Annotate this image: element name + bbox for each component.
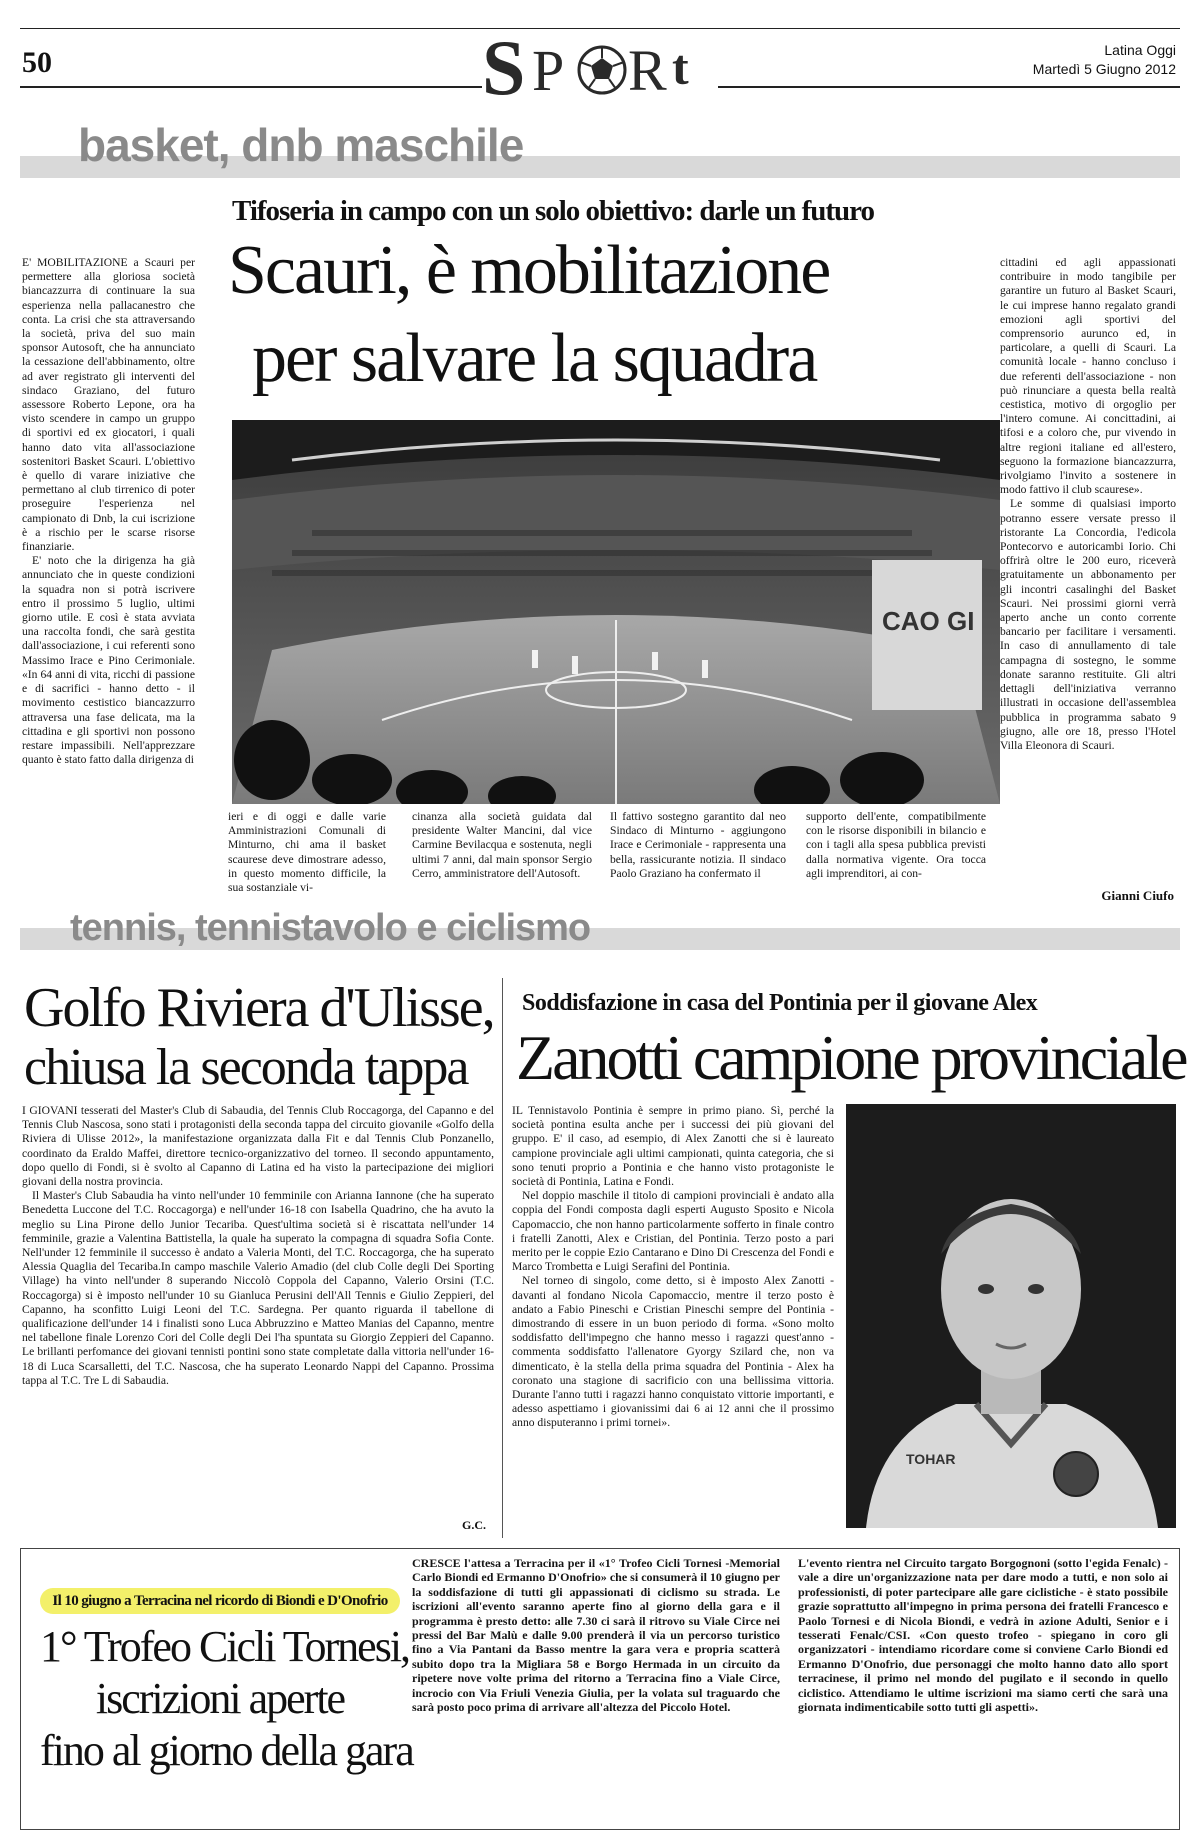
- basket-col-3: cinanza alla società guidata dal presidente Walter Mancini, dal vice Carmine Bevilacqua e sostenuta, negli ultimi 7 anni, dal main sponsor Sergio Cerro, amministratore dell'Autosoft.: [412, 810, 592, 880]
- alex-zanotti-photo: [846, 1104, 1176, 1528]
- sport-logo: [482, 28, 718, 104]
- golfo-paragraph: I GIOVANI tesserati del Master's Club di Sabaudia, del Tennis Club Roccagorga, del Capanno e del Tennis Club Nascosa, sono stati i protagonisti della seconda tappa del circuito giovanile «Golfo della Riviera di Ulisse 2012», la manifestazione organizzata dalla Fit e dal Tennis Club Ponzanello, coordinato da Eraldo Maffei, direttore tecnico-organizzativo del torneo. Il secondo appuntamento, dopo quello di Fondi, si è svolto al Capanno di Latina ed ha visto la partecipazione dei migliori giovani della nostra provincia.: [22, 1104, 494, 1189]
- zanotti-headline: Zanotti campione provinciale: [516, 1022, 1186, 1093]
- issue-date: Martedì 5 Giugno 2012: [1032, 61, 1176, 77]
- zanotti-paragraph: IL Tennistavolo Pontinia è sempre in primo piano. Sì, perché la società pontina esulta anche per i successi dei più giovani del gruppo. E' il caso, ad esempio, di Alex Zanotti che si è laureato campione provinciale agli ultimi campionati, quinta categoria, che si sono tenuti proprio a Pontinia e che hanno visto protagoniste le società di Pontinia, Latina e Fondi.: [512, 1104, 834, 1189]
- page-number: 50: [22, 46, 52, 79]
- soccer-ball-icon: [579, 47, 625, 93]
- ciclismo-headline-2: iscrizioni aperte: [95, 1674, 345, 1723]
- player-portrait-illustration: [846, 1104, 1176, 1528]
- tennis-section-title: tennis, tennistavolo e ciclismo: [70, 907, 591, 949]
- masthead-right-line: [718, 86, 1180, 88]
- basket-kicker: Tifoseria in campo con un solo obiettivo: darle un futuro: [232, 195, 875, 227]
- svg-text:S: S: [482, 28, 526, 104]
- basket-headline-2: per salvare la squadra: [252, 320, 817, 397]
- basket-headline-1: Scauri, è mobilitazione: [228, 232, 830, 309]
- ciclismo-kicker: Il 10 giugno a Terracina nel ricordo di Biondi e D'Onofrio: [40, 1588, 400, 1614]
- svg-text:t: t: [672, 39, 689, 95]
- svg-text:P: P: [532, 38, 565, 103]
- ciclismo-headline-1: 1° Trofeo Cicli Tornesi,: [40, 1622, 410, 1671]
- ciclismo-col-2: L'evento rientra nel Circuito targato Borgognoni (sotto l'egida Fenalc) - vale a dire un'organizzazione nata per dare modo a tutti, e non solo ai professionisti, di poter partecipare alle gare ciclistiche - è stato possibile grazie soprattutto all'impegno in prima persona dei fratelli Francesco e Paolo Tornesi e di Nicola Biondi, e vedrà in azione Adulti, Senior e i tesserati Fenalc/CSI. «Con questo trofeo - spiegano in coro gli organizzatori - intendiamo ricordare come si conviene Carlo Biondi ed Ermanno D'Onofrio, due personaggi che molto hanno dato allo sport terracinese, il primo nel mondo del pugilato e il secondo in quello ciclistico. Attendiamo le ultime iscrizioni ma siamo certi che sarà una giornata indimenticabile sotto tutti gli aspetti».: [798, 1556, 1168, 1715]
- basket-byline: Gianni Ciufo: [1101, 888, 1174, 903]
- basket-col-2: ieri e di oggi e dalle varie Amministrazioni Comunali di Minturno, chi ama il basket scaurese deve dimostrare adesso, in questo momento difficile, la sua sostanziale vi-: [228, 810, 386, 894]
- masthead-left-line: [20, 86, 482, 88]
- tennis-divider: [502, 978, 503, 1538]
- golfo-headline-1: Golfo Riviera d'Ulisse,: [24, 977, 494, 1039]
- golfo-paragraph: Il Master's Club Sabaudia ha vinto nell'under 10 femminile con Arianna Iannone (che ha superato Benedetta Luccone del T.C. Roccagorga) e nell'under 16-18 con Isabella Quadrino, che ha avuto la meglio su Lina Pirone dello Junior Tecariba. Quest'ultima società si è riscattata nell'under 14 femminile, grazie a Valentina Battistella, la quale ha superato la compagna di squadra Sofia Conte. Nell'under 12 femminile il successo è andato a Valeria Monti, del T.C. Roccagorga, che ha superato Alessia Quaglia del Tecariba.In campo maschile Valerio Amadio (del club Colle degli Dei Sporting Village) ha vinto nell'under 8 superando Niccolò Coppola del Capanno, Valerio Orsini (T.C. Roccagorga) si è imposto nell'under 10 su Gianluca Perusini dell'All Tennis e Giulio Zeppieri, del Capanno, ha sconfitto Luigi Leoni del T.C. Sardegna. Per quanto riguarda il tabellone di qualificazione dell'under 14 i finalisti sono Luca Abbruzzino e Matteo Manias del Capanno, mentre nel tabellone finale Lorenzo Cori del Colle degli Dei l'ha spuntata su Giorgio Zeppieri del Capanno. Le brillanti perfomance dei giovani tennisti pontini sono state completate dalla vittoria nell'under 16-18 di Luca Scarsalletti, del T.C. Nascosa, che ha superato Leonardo Nappi del Capanno. Prossima tappa al T.C. Tre L di Sabaudia.: [22, 1189, 494, 1387]
- zanotti-body: [512, 1104, 834, 1530]
- basket-col-1-para: E' MOBILITAZIONE a Scauri per permettere alla gloriosa società biancazzurra di continuare la sua esperienza nella pallacanestro che conta. La crisi che sta attraversando la società, priva del suo main sponsor Autosoft, che ha annunciato la cessazione dell'abbinamento, oltre ad aver registrato gli interventi del sindaco Graziano, del futuro assessore Roberto Lepone, ora ha visto scendere in campo un gruppo di sportivi ed ex giocatori, i quali hanno dato vita all'associazione sostenitori Basket Scauri. L'obiettivo è quello di varare iniziative che permettano al club tirrenico di poter proseguire l'esperienza nel campionato di Dnb, la cui iscrizione è a rischio per le scarse risorse finanziarie.: [22, 256, 195, 554]
- svg-text:TOHAR: TOHAR: [906, 1451, 956, 1467]
- basket-section-title: basket, dnb maschile: [78, 119, 524, 171]
- golfo-body: [22, 1104, 494, 1516]
- arena-illustration: [232, 420, 1000, 804]
- basket-col-1-para: E' noto che la dirigenza ha già annunciato che in queste condizioni la squadra non si potrà iscrivere entro il prossimo 5 luglio, ultimi giorno utile. E così è stata avviata una raccolta fondi, che sarà gestita dall'associazione, i cui referenti sono Massimo Irace e Pino Cerimoniale. «In 64 anni di vita, ricchi di passione e di sacrifici - hanno detto - il movimento cestistico biancazzurro attraversa una fase delicata, ma la cittadina e gli sportivi non possono restare impassibili. Nell'apprezzare quanto è stato fatto dalla dirigenza di: [22, 554, 195, 767]
- basketball-arena-photo: [232, 420, 1000, 804]
- basket-col-6-para: cittadini ed agli appassionati contribuire in modo tangibile per garantire un futuro al Basket Scauri, le cui imprese hanno regalato grandi emozioni agli sportivi del comprensorio aurunco ed, in particolare, a quelli di Scauri. La comunità locale - hanno concluso i due referenti dell'associazione - non può rinunciare a questa bella realtà cestistica, motivo di orgoglio per l'intero comune. Ai concittadini, ai tifosi e a coloro che, pur vivendo in altre regioni italiane ed all'estero, seguono la formazione biancazzurra, rivolgiamo l'invito a sostenere in modo fattivo il club scaurese».: [1000, 256, 1176, 497]
- basket-col-5: supporto dell'ente, compatibilmente con le risorse disponibili in bilancio e con i tagli alla spesa pubblica previsti dalla normativa vigente. Ora tocca agli imprenditori, ai con-: [806, 810, 986, 880]
- ciclismo-col-1: CRESCE l'attesa a Terracina per il «1° Trofeo Cicli Tornesi -Memorial Carlo Biondi ed Ermanno D'Onofrio» che si consumerà il 10 giugno per la soddisfazione di tutti gli appassionati di ciclismo su strada. Le iscrizioni all'evento saranno aperte fino al giorno della gara e il programma è presto detto: alle 7.30 ci sarà il ritrovo su Viale Circe nei pressi del Bar Malù e dalle 9.00 prenderà il via un percorso turistico fino a Via Pantani da Basso mentre la gara vera e propria scatterà subito dopo tra la Migliara 58 e Borgo Hermada in un circuito da ripetere nove volte prima del ritorno a Terracina fino a Viale Circe, incrocio con Via Friuli Venezia Giulia, per la volata sul traguardo che sarà posto poco prima di arrivare all'altezza del Piccolo Hotel.: [412, 1556, 780, 1715]
- zanotti-paragraph: Nel doppio maschile il titolo di campioni provinciali è andato alla coppia del Fondi composta dagli esperti Augusto Sposito e Nicola Capomaccio, che non hanno particolarmente sofferto in finale contro i fratelli Zanotti, Alex e Cristian, del Pontinia. Terzo posto a pari merito per le coppie Ezio Cantarano e Dino Di Crescenza del Fondi e Marco Trombetta e Luigi Serafini del Pontinia.: [512, 1189, 834, 1274]
- golfo-byline: G.C.: [462, 1518, 486, 1532]
- svg-text:CAO GI: CAO GI: [882, 606, 975, 636]
- svg-text:R: R: [628, 38, 667, 103]
- newspaper-name: Latina Oggi: [1104, 42, 1176, 58]
- masthead: [0, 0, 1200, 104]
- ciclismo-headline-3: fino al giorno della gara: [40, 1726, 413, 1775]
- basket-col-6: [1000, 256, 1176, 886]
- golfo-headline-2: chiusa la seconda tappa: [24, 1039, 468, 1096]
- zanotti-paragraph: Nel torneo di singolo, come detto, si è imposto Alex Zanotti - davanti al fondano Nicola Capomaccio, mentre il terzo posto è andato a Fabio Pineschi e Cristian Pineschi sempre del Pontinia - dimostrando di essere in un buon periodo di forma. «Sono molto soddisfatto dell'impegno che hanno messo i ragazzi quest'anno - commenta soddisfatto l'allenatore Gyorgy Szilard che, non va dimenticato, è la stella della prima squadra del Pontinia - Alex ha coronato una stagione di sacrificio con una bellissima vittoria. Durante l'anno tutti i ragazzi hanno conquistato vittorie importanti, e adesso aspettiamo i giovanissimi dai 6 ai 12 anni che il prossimo anno disputeranno i primi tornei».: [512, 1274, 834, 1430]
- basket-col-1: [22, 256, 195, 906]
- basket-col-6-para: Le somme di qualsiasi importo potranno essere versate presso il ristorante La Concordia, l'edicola Pontecorvo e autoricambi Iorio. Chi offrirà oltre le 200 euro, riceverà gratuitamente un abbonamento per gli incontri casalinghi del Basket Scauri. Nei prossimi giorni verrà aperto anche un conto corrente bancario per facilitare i versamenti. In caso di annullamento di tale campagna di sostegno, le somme donate saranno restituite. Gli altri dettagli dell'iniziativa verranno illustrati in occasione dell'assemblea pubblica in programma sabato 9 giugno, alle ore 18, presso l'Hotel Villa Eleonora di Scauri.: [1000, 497, 1176, 752]
- zanotti-kicker: Soddisfazione in casa del Pontinia per il giovane Alex: [522, 990, 1038, 1016]
- basket-col-4: Il fattivo sostegno garantito dal neo Sindaco di Minturno - aggiungono Irace e Cerimoniale - rappresenta una bella, rassicurante notizia. Il sindaco Paolo Graziano ha confermato il: [610, 810, 786, 880]
